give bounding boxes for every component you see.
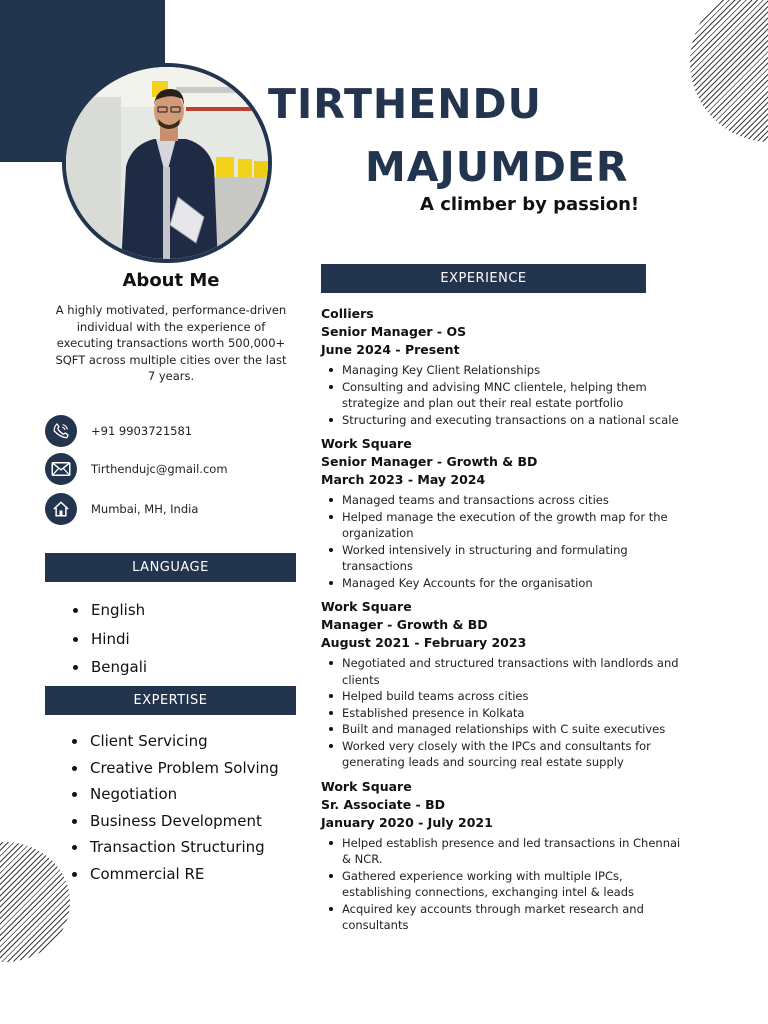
list-item: Commercial RE [70,861,295,888]
location: Mumbai, MH, India [91,502,199,516]
expertise-section-header: EXPERTISE [45,686,296,715]
job-role: Sr. Associate - BD [321,796,446,812]
list-item: Consulting and advising MNC clientele, helping them strategize and plan out their real estate portfolio [321,379,691,412]
email-address: Tirthendujc@gmail.com [91,462,228,476]
company-name: Colliers [321,306,374,321]
job-period: March 2023 - May 2024 [321,472,486,487]
last-name: MAJUMDER [365,143,629,191]
job-role: Senior Manager - Growth & BD [321,454,538,469]
job-responsibilities [321,362,701,428]
job-period: June 2024 - Present [321,342,460,357]
company-name: Work Square [321,436,412,451]
list-item: Bengali [71,653,291,682]
contact-location [45,493,198,525]
experience-section-header: EXPERIENCE [321,264,646,293]
list-item: Managed Key Accounts for the organisation [321,575,691,592]
list-item: Client Servicing [70,728,295,755]
hatched-circle-decoration [0,842,70,962]
list-item: Business Development [70,808,295,835]
list-item: Managing Key Client Relationships [321,362,691,379]
list-item: Structuring and executing transactions on a national scale [321,412,691,429]
company-name: Work Square [321,599,412,614]
language-list [71,596,291,682]
list-item: Worked very closely with the IPCs and consultants for generating leads and sourcing real estate supply [321,738,691,771]
list-item: Gathered experience working with multiple IPCs, establishing connections, exchanging intel & leads [321,868,691,901]
job-role: Manager - Growth & BD [321,617,488,632]
about-text: A highly motivated, performance-driven individual with the experience of executing transactions worth 500,000+ SQFT across multiple cities over the last 7 years. [55,303,287,383]
job-period: January 2020 - July 2021 [321,814,493,830]
list-item: Helped build teams across cities [321,688,691,705]
job-responsibilities [321,835,701,934]
job-responsibilities [321,492,701,591]
list-item: Negotiated and structured transactions with landlords and clients [321,655,691,688]
list-item: Hindi [71,625,291,654]
job-entry [321,598,701,771]
job-entry [321,435,701,591]
list-item: Established presence in Kolkata [321,705,691,722]
list-item: Transaction Structuring [70,834,295,861]
job-entry [321,305,701,428]
list-item: Helped establish presence and led transactions in Chennai & NCR. [321,835,691,868]
experience-list [321,305,701,941]
job-entry [321,778,701,934]
list-item: Acquired key accounts through market research and consultants [321,901,691,934]
mail-icon [45,453,77,485]
list-item: Worked intensively in structuring and formulating transactions [321,542,691,575]
tagline: A climber by passion! [420,194,640,215]
list-item: Built and managed relationships with C suite executives [321,721,691,738]
list-item: Helped manage the execution of the growth map for the organization [321,509,691,542]
home-icon [45,493,77,525]
hatched-circle-decoration [690,0,768,142]
job-role: Senior Manager - OS [321,324,467,339]
contact-email [45,453,228,485]
list-item: Managed teams and transactions across cities [321,492,691,509]
profile-photo [62,63,272,263]
about-title: About Me [122,270,220,291]
job-period: August 2021 - February 2023 [321,635,527,650]
phone-number: +91 9903721581 [91,424,193,438]
list-item: Negotiation [70,781,295,808]
language-section-header: LANGUAGE [45,553,296,582]
list-item: Creative Problem Solving [70,755,295,782]
expertise-list [70,728,295,887]
first-name: TIRTHENDU [268,80,542,128]
job-responsibilities [321,655,701,771]
contact-phone [45,415,192,447]
company-name: Work Square [321,778,412,794]
phone-icon [45,415,77,447]
list-item: English [71,596,291,625]
